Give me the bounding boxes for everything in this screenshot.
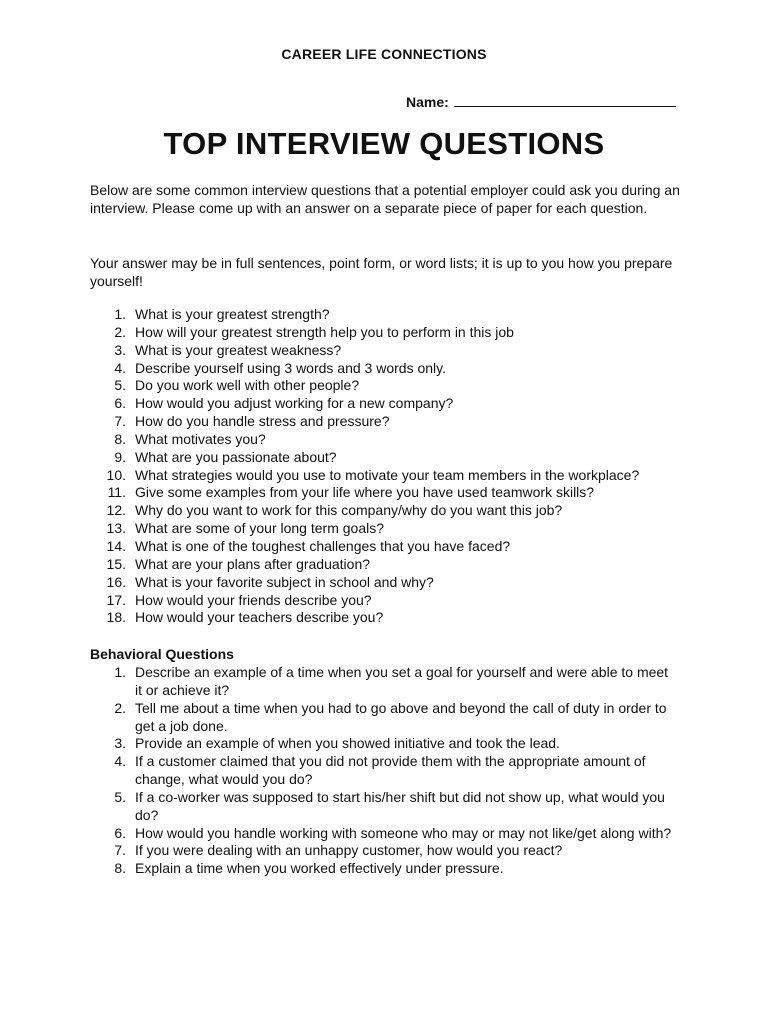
list-item-number: 8. xyxy=(114,430,126,447)
list-item-number: 7. xyxy=(114,842,126,859)
list-item-number: 18. xyxy=(106,609,126,626)
list-item-text: How will your greatest strength help you to perform in this job xyxy=(135,323,514,340)
list-item xyxy=(90,860,675,878)
list-item-text: Describe an example of a time when you set a goal for yourself and were able to meet it or achieve it? xyxy=(135,664,669,698)
list-item-number: 12. xyxy=(106,502,126,519)
list-item-number: 6. xyxy=(114,824,126,841)
intro-paragraph-1: Below are some common interview questions that a potential employer could ask you during an interview. Please come up with an answer on a separate piece of paper for each question. xyxy=(90,182,680,216)
organization-header: CAREER LIFE CONNECTIONS xyxy=(281,46,487,62)
list-item-number: 4. xyxy=(114,753,126,770)
list-item-number: 5. xyxy=(114,788,126,805)
name-blank-line xyxy=(454,92,676,107)
list-item xyxy=(90,753,675,789)
list-item-text: What is your greatest weakness? xyxy=(135,341,342,358)
list-item-text: How would you adjust working for a new company? xyxy=(135,395,454,412)
list-item-text: What is one of the toughest challenges that you have faced? xyxy=(135,537,511,554)
list-item-number: 16. xyxy=(106,573,126,590)
list-item-number: 9. xyxy=(114,448,126,465)
list-item xyxy=(90,574,690,592)
list-item-number: 15. xyxy=(106,555,126,572)
list-item xyxy=(90,825,675,843)
list-item-number: 3. xyxy=(114,735,126,752)
list-item-number: 11. xyxy=(107,484,126,501)
list-item xyxy=(90,413,690,431)
list-item-number: 17. xyxy=(106,591,126,608)
list-item xyxy=(90,342,690,360)
list-item xyxy=(90,538,690,556)
list-item-text: Describe yourself using 3 words and 3 words only. xyxy=(135,359,447,376)
list-item-number: 1. xyxy=(114,306,126,322)
list-item-text: What are some of your long term goals? xyxy=(135,520,385,537)
list-item-text: Give some examples from your life where you have used teamwork skills? xyxy=(135,484,595,501)
list-item xyxy=(90,842,675,860)
list-item-number: 4. xyxy=(114,359,126,376)
list-item-number: 5. xyxy=(114,377,126,394)
list-item xyxy=(90,484,690,502)
behavioral-questions-list xyxy=(90,664,675,878)
list-item xyxy=(90,735,675,753)
list-item xyxy=(90,789,675,825)
list-item xyxy=(90,609,690,627)
list-item-number: 10. xyxy=(106,466,126,483)
list-item-text: Tell me about a time when you had to go above and beyond the call of duty in order to get a job done. xyxy=(135,699,667,734)
list-item xyxy=(90,664,675,700)
list-item-text: Why do you want to work for this company/why do you want this job? xyxy=(135,502,563,519)
list-item xyxy=(90,360,690,378)
list-item-number: 6. xyxy=(114,395,126,412)
list-item-text: If you were dealing with an unhappy customer, how would you react? xyxy=(135,842,563,859)
list-item xyxy=(90,700,675,736)
name-field xyxy=(406,92,676,110)
list-item-text: Provide an example of when you showed initiative and took the lead. xyxy=(135,735,560,752)
list-item-text: What motivates you? xyxy=(135,430,266,447)
list-item-text: If a customer claimed that you did not provide them with the appropriate amount of change, what would you do? xyxy=(135,753,646,788)
list-item-number: 8. xyxy=(114,860,126,877)
list-item-number: 14. xyxy=(106,537,126,554)
list-item xyxy=(90,449,690,467)
list-item-number: 13. xyxy=(106,520,126,537)
list-item xyxy=(90,467,690,485)
list-item-text: What is your favorite subject in school and why? xyxy=(135,573,434,590)
list-item xyxy=(90,520,690,538)
list-item-text: Explain a time when you worked effectively under pressure. xyxy=(135,860,504,877)
list-item xyxy=(90,502,690,520)
intro-paragraph-2: Your answer may be in full sentences, point form, or word lists; it is up to you how you prepare yourself! xyxy=(90,255,673,289)
list-item xyxy=(90,431,690,449)
list-item-number: 3. xyxy=(114,341,126,358)
list-item-text: What strategies would you use to motivate your team members in the workplace? xyxy=(135,466,640,483)
list-item-number: 1. xyxy=(114,664,126,680)
list-item xyxy=(90,377,690,395)
list-item-number: 2. xyxy=(114,323,126,340)
list-item xyxy=(90,324,690,342)
behavioral-heading: Behavioral Questions xyxy=(90,646,234,662)
list-item-number: 2. xyxy=(114,699,126,716)
list-item-text: If a co-worker was supposed to start his/her shift but did not show up, what would you do? xyxy=(135,788,665,823)
list-item xyxy=(90,306,690,324)
list-item xyxy=(90,556,690,574)
list-item-number: 7. xyxy=(114,413,126,430)
list-item-text: What are your plans after graduation? xyxy=(135,555,371,572)
list-item-text: What is your greatest strength? xyxy=(135,306,330,322)
interview-questions-list xyxy=(90,306,690,627)
list-item-text: How would you handle working with someone who may or may not like/get along with? xyxy=(135,824,672,841)
list-item-text: How do you handle stress and pressure? xyxy=(135,413,390,430)
name-label: Name: xyxy=(406,94,449,110)
list-item xyxy=(90,592,690,610)
list-item-text: Do you work well with other people? xyxy=(135,377,360,394)
list-item-text: How would your friends describe you? xyxy=(135,591,372,608)
page-title: TOP INTERVIEW QUESTIONS xyxy=(163,126,605,161)
list-item xyxy=(90,395,690,413)
list-item-text: How would your teachers describe you? xyxy=(135,609,384,626)
list-item-text: What are you passionate about? xyxy=(135,448,337,465)
